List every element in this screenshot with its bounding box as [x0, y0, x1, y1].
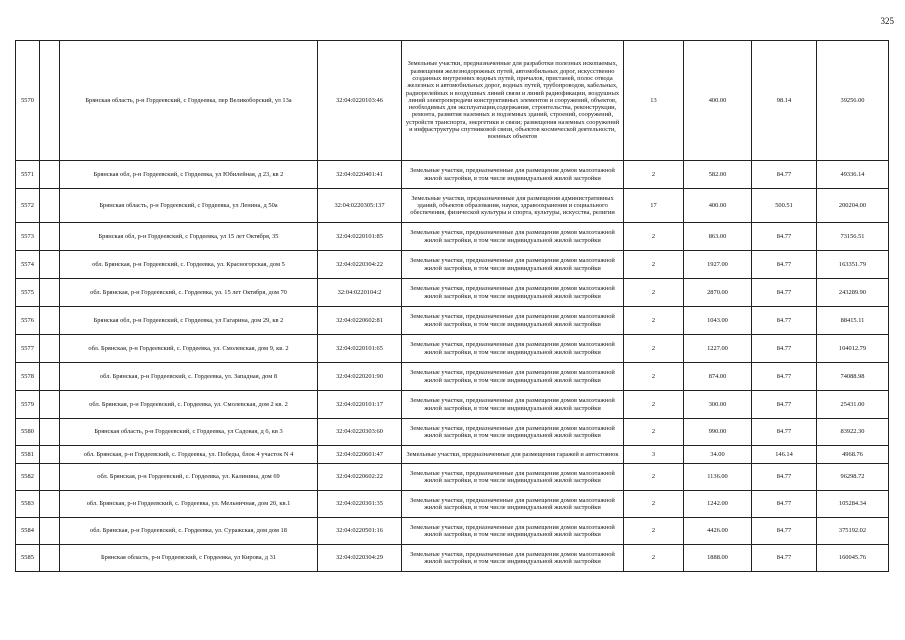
cell-number: 5584 [16, 518, 40, 545]
cell-usage: Земельные участки, предназначенные для размещения домов малоэтажной жилой застройки, в том числе индивидуальной жилой застройки [402, 518, 624, 545]
cell-rate: 98.14 [752, 41, 817, 161]
cell-group: 2 [624, 391, 684, 419]
cell-blank [40, 307, 60, 335]
cell-value: 4968.76 [817, 446, 889, 464]
cell-number: 5576 [16, 307, 40, 335]
cell-address: Брянская обл, р-н Гордеевский, с Гордеевка, ул Гагарина, дом 29, кв 2 [60, 307, 318, 335]
table-row [16, 41, 889, 161]
cell-blank [40, 41, 60, 161]
cell-number: 5574 [16, 251, 40, 279]
cell-cadastral: 32:04:0220304:29 [318, 545, 402, 572]
cell-area: 300.00 [684, 391, 752, 419]
cell-value: 39256.00 [817, 41, 889, 161]
cell-cadastral: 32:04:0220104:2 [318, 279, 402, 307]
cell-blank [40, 279, 60, 307]
cell-cadastral: 32:04:0220304:22 [318, 251, 402, 279]
cell-usage: Земельные участки, предназначенные для разработки полезных ископаемых, размещения железнодорожных путей, автомобильных дорог, искусственно созданных внутренних водных путей, причалов, пристаней, полос отвода железных и автомобильных дорог, водных путей, трубопроводов, кабельных, радиорелейных и воздушных линий связи и линий радиофикации, воздушных линий электропередачи конструктивных элементов и сооружений, объектов, необходимых для эксплуатации,содержания, строительства, реконструкции, ремонта, развития наземных и подземных зданий, строений, сооружений, устройств транспорта, энергетики и связи; размещения наземных сооружений и инфраструктуры спутниковой связи, объектов космической деятельности, военных объектов [402, 41, 624, 161]
cell-value: 243289.90 [817, 279, 889, 307]
cell-rate: 84.77 [752, 491, 817, 518]
cell-value: 25431.00 [817, 391, 889, 419]
cell-address: Брянская обл, р-н Гордеевский, с Гордеевка, ул Юбилейная, д 23, кв 2 [60, 161, 318, 189]
cell-group: 2 [624, 279, 684, 307]
cell-cadastral: 32:04:0220601:47 [318, 446, 402, 464]
cell-area: 1242.00 [684, 491, 752, 518]
cell-number: 5571 [16, 161, 40, 189]
cell-blank [40, 545, 60, 572]
cell-usage: Земельные участки, предназначенные для размещения домов малоэтажной жилой застройки, в том числе индивидуальной жилой застройки [402, 545, 624, 572]
cell-area: 400.00 [684, 41, 752, 161]
cell-rate: 84.77 [752, 363, 817, 391]
cell-blank [40, 335, 60, 363]
cell-rate: 84.77 [752, 223, 817, 251]
cell-area: 582.00 [684, 161, 752, 189]
cell-value: 375192.02 [817, 518, 889, 545]
cell-address: обл. Брянская, р-н Гордеевский, с. Гордеевка, ул. Красногорская, дом 5 [60, 251, 318, 279]
cell-cadastral: 32:04:0220101:17 [318, 391, 402, 419]
cell-cadastral: 32:04:0220101:65 [318, 335, 402, 363]
cell-usage: Земельные участки, предназначенные для размещения домов малоэтажной жилой застройки, в том числе индивидуальной жилой застройки [402, 419, 624, 446]
cell-area: 4426.00 [684, 518, 752, 545]
cell-usage: Земельные участки, предназначенные для размещения домов малоэтажной жилой застройки, в том числе индивидуальной жилой застройки [402, 335, 624, 363]
cell-rate: 84.77 [752, 518, 817, 545]
cell-address: обл. Брянская, р-н Гордеевский, с. Гордеевка, ул. Смолевская, дом 2 кв. 2 [60, 391, 318, 419]
cell-value: 105284.34 [817, 491, 889, 518]
table-row [16, 545, 889, 572]
cell-number: 5577 [16, 335, 40, 363]
cell-area: 2870.00 [684, 279, 752, 307]
cell-usage: Земельные участки, предназначенные для размещения домов малоэтажной жилой застройки, в том числе индивидуальной жилой застройки [402, 491, 624, 518]
cell-group: 13 [624, 41, 684, 161]
cell-group: 2 [624, 464, 684, 491]
cell-group: 2 [624, 161, 684, 189]
table-row [16, 161, 889, 189]
cell-group: 2 [624, 335, 684, 363]
cell-rate: 84.77 [752, 279, 817, 307]
cell-area: 1227.00 [684, 335, 752, 363]
cell-address: Брянская обл, р-н Гордеевский, с Гордеевка, ул 15 лет Октября, 35 [60, 223, 318, 251]
cell-cadastral: 32:04:0220303:60 [318, 419, 402, 446]
cell-group: 2 [624, 363, 684, 391]
cell-value: 200204.00 [817, 189, 889, 223]
cell-area: 1136.00 [684, 464, 752, 491]
cell-group: 2 [624, 223, 684, 251]
cell-address: обл. Брянская, р-н Гордеевский, с. Гордеевка, ул. Калинина, дом 69 [60, 464, 318, 491]
cell-address: обл. Брянская, р-н Гордеевский, с. Гордеевка, ул. 15 лет Октября, дом 70 [60, 279, 318, 307]
cell-blank [40, 251, 60, 279]
cell-rate: 84.77 [752, 464, 817, 491]
cell-blank [40, 161, 60, 189]
cell-number: 5581 [16, 446, 40, 464]
cell-blank [40, 491, 60, 518]
cell-cadastral: 32:04:0220602:22 [318, 464, 402, 491]
cell-usage: Земельные участки, предназначенные для размещения домов малоэтажной жилой застройки, в том числе индивидуальной жилой застройки [402, 307, 624, 335]
cell-area: 990.00 [684, 419, 752, 446]
cell-usage: Земельные участки, предназначенные для размещения домов малоэтажной жилой застройки, в том числе индивидуальной жилой застройки [402, 251, 624, 279]
cell-rate: 84.77 [752, 307, 817, 335]
cell-usage: Земельные участки, предназначенные для размещения домов малоэтажной жилой застройки, в том числе индивидуальной жилой застройки [402, 363, 624, 391]
cell-group: 17 [624, 189, 684, 223]
cell-rate: 84.77 [752, 545, 817, 572]
table-row [16, 491, 889, 518]
table-row [16, 279, 889, 307]
cell-group: 2 [624, 419, 684, 446]
cell-blank [40, 363, 60, 391]
cell-number: 5582 [16, 464, 40, 491]
cell-number: 5570 [16, 41, 40, 161]
table-row [16, 307, 889, 335]
cell-usage: Земельные участки, предназначенные для размещения домов малоэтажной жилой застройки, в том числе индивидуальной жилой застройки [402, 279, 624, 307]
cell-group: 2 [624, 518, 684, 545]
cell-value: 74088.98 [817, 363, 889, 391]
table-row [16, 391, 889, 419]
cell-address: обл. Брянская, р-н Гордеевский, с. Гордеевка, ул. Суражская, дом дом 18 [60, 518, 318, 545]
cell-group: 3 [624, 446, 684, 464]
cell-usage: Земельные участки, предназначенные для размещения гаражей и автостоянок [402, 446, 624, 464]
cell-address: обл. Брянская, р-н Гордеевский, с. Гордеевка, ул. Западная, дом 8 [60, 363, 318, 391]
cell-value: 49336.14 [817, 161, 889, 189]
cell-area: 874.00 [684, 363, 752, 391]
page-number: 325 [880, 16, 894, 26]
cell-value: 104012.79 [817, 335, 889, 363]
cell-number: 5583 [16, 491, 40, 518]
cell-address: Брянская область, р-н Гордеевский, с Гордеевка, ул Кирова, д 31 [60, 545, 318, 572]
cell-number: 5578 [16, 363, 40, 391]
cell-area: 34.00 [684, 446, 752, 464]
cell-value: 73156.51 [817, 223, 889, 251]
cell-blank [40, 391, 60, 419]
cell-cadastral: 32:04:0220401:41 [318, 161, 402, 189]
cell-area: 863.00 [684, 223, 752, 251]
cell-address: обл. Брянская, р-н Гордеевский, с. Гордеевка, ул. Мельничная, дом 20, кв.1 [60, 491, 318, 518]
cell-usage: Земельные участки, предназначенные для размещения домов малоэтажной жилой застройки, в том числе индивидуальной жилой застройки [402, 161, 624, 189]
table-row [16, 446, 889, 464]
cell-group: 2 [624, 307, 684, 335]
cell-cadastral: 32:04:0220602:81 [318, 307, 402, 335]
table-row [16, 419, 889, 446]
table-row [16, 518, 889, 545]
cell-cadastral: 32:04:0220101:85 [318, 223, 402, 251]
cell-area: 1927.00 [684, 251, 752, 279]
cell-group: 2 [624, 491, 684, 518]
cell-rate: 84.77 [752, 335, 817, 363]
cell-usage: Земельные участки, предназначенные для размещения домов малоэтажной жилой застройки, в том числе индивидуальной жилой застройки [402, 464, 624, 491]
cell-number: 5573 [16, 223, 40, 251]
cell-blank [40, 419, 60, 446]
cell-blank [40, 518, 60, 545]
cell-number: 5575 [16, 279, 40, 307]
table-row [16, 251, 889, 279]
cell-rate: 500.51 [752, 189, 817, 223]
cell-area: 1888.00 [684, 545, 752, 572]
cell-usage: Земельные участки, предназначенные для размещения домов малоэтажной жилой застройки, в том числе индивидуальной жилой застройки [402, 223, 624, 251]
cell-value: 88415.11 [817, 307, 889, 335]
cell-usage: Земельные участки, предназначенные для размещения домов малоэтажной жилой застройки, в том числе индивидуальной жилой застройки [402, 391, 624, 419]
cell-blank [40, 446, 60, 464]
cell-value: 83922.30 [817, 419, 889, 446]
cell-cadastral: 32:04:0220305:137 [318, 189, 402, 223]
cell-value: 160045.76 [817, 545, 889, 572]
cell-cadastral: 32:04:0220501:16 [318, 518, 402, 545]
cell-blank [40, 464, 60, 491]
cell-number: 5585 [16, 545, 40, 572]
cell-address: Брянская область, р-н Гордеевский, с Гордеевка, пер Великоборский, ул 13а [60, 41, 318, 161]
cell-rate: 84.77 [752, 161, 817, 189]
cell-group: 2 [624, 545, 684, 572]
cell-value: 163351.79 [817, 251, 889, 279]
register-body [16, 41, 889, 572]
cell-area: 400.00 [684, 189, 752, 223]
cell-number: 5580 [16, 419, 40, 446]
cell-value: 96298.72 [817, 464, 889, 491]
cell-rate: 84.77 [752, 391, 817, 419]
cell-address: обл. Брянская, р-н Гордеевский, с. Гордеевка, ул. Смолевская, дом 9, кв. 2 [60, 335, 318, 363]
table-row [16, 335, 889, 363]
cell-address: Брянская область, р-н Гордеевский, с Гордеевка, ул Ленина, д 50а [60, 189, 318, 223]
cell-group: 2 [624, 251, 684, 279]
table-row [16, 189, 889, 223]
cell-address: Брянская область, р-н Гордеевский, с Гордеевка, ул Садовая, д 6, кв 3 [60, 419, 318, 446]
cell-number: 5572 [16, 189, 40, 223]
cell-usage: Земельные участки, предназначенные для размещения административных зданий, объектов образования, науки, здравоохранения и социального обеспечения, физической культуры и спорта, культуры, искусства, религии [402, 189, 624, 223]
cell-area: 1043.00 [684, 307, 752, 335]
table-row [16, 223, 889, 251]
cell-cadastral: 32:04:0220201:90 [318, 363, 402, 391]
cell-blank [40, 189, 60, 223]
cell-number: 5579 [16, 391, 40, 419]
cell-rate: 84.77 [752, 251, 817, 279]
table-row [16, 363, 889, 391]
cell-rate: 146.14 [752, 446, 817, 464]
land-register-table [15, 40, 889, 572]
cell-rate: 84.77 [752, 419, 817, 446]
cell-cadastral: 32:04:0220103:46 [318, 41, 402, 161]
cell-blank [40, 223, 60, 251]
cell-address: обл. Брянская, р-н Гордеевский, с. Гордеевка, ул. Победы, блок 4 участок N 4 [60, 446, 318, 464]
table-row [16, 464, 889, 491]
cell-cadastral: 32:04:0220301:35 [318, 491, 402, 518]
